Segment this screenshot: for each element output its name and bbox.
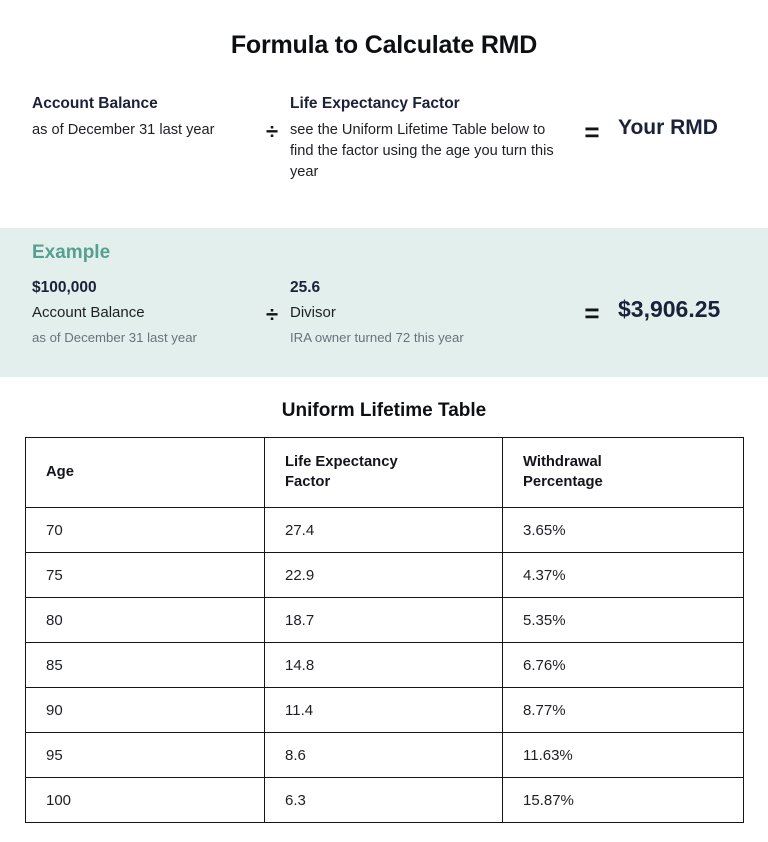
cell-age: 75	[26, 553, 265, 598]
example-heading: Example	[32, 242, 111, 263]
cell-age: 100	[26, 778, 265, 823]
table-row	[26, 778, 744, 823]
uniform-lifetime-table	[25, 437, 744, 823]
cell-withdrawal: 6.76%	[503, 643, 744, 688]
example-divisor-value: 25.6	[290, 278, 321, 296]
equals-icon: =	[584, 117, 600, 148]
table-header-row	[26, 438, 744, 508]
table-row	[26, 733, 744, 778]
table-header	[26, 438, 744, 508]
column-header-life-expectancy-factor-line1: Life Expectancy	[285, 454, 398, 471]
table-row	[26, 688, 744, 733]
formula-term-life-expectancy-factor	[290, 94, 566, 182]
example-term-account-balance	[32, 278, 254, 346]
column-header-withdrawal-percentage-line2: Percentage	[523, 473, 603, 490]
cell-age: 85	[26, 643, 265, 688]
column-header-age-line1: Age	[46, 463, 74, 480]
cell-withdrawal: 4.37%	[503, 553, 744, 598]
equals-icon: =	[584, 297, 600, 328]
formula-term-life-expectancy-factor-desc: see the Uniform Lifetime Table below to find the factor using the age you turn this year	[290, 122, 554, 180]
column-header-withdrawal-percentage-line1: Withdrawal	[523, 454, 602, 471]
cell-factor: 11.4	[265, 688, 503, 733]
formula-term-life-expectancy-factor-title: Life Expectancy Factor	[290, 95, 460, 113]
cell-withdrawal: 3.65%	[503, 508, 744, 553]
table-row	[26, 553, 744, 598]
example-account-balance-note: as of December 31 last year	[32, 329, 197, 345]
page-title: Formula to Calculate RMD	[230, 31, 538, 59]
cell-age: 70	[26, 508, 265, 553]
example-row	[0, 265, 768, 346]
table-title: Uniform Lifetime Table	[281, 400, 487, 421]
division-icon: ÷	[265, 301, 279, 327]
table-row	[26, 598, 744, 643]
example-divisor-note: IRA owner turned 72 this year	[290, 329, 464, 345]
division-icon: ÷	[265, 119, 279, 145]
example-divisor-label: Divisor	[290, 303, 336, 321]
formula-term-account-balance-desc: as of December 31 last year	[32, 122, 215, 139]
column-header-life-expectancy-factor	[265, 438, 503, 508]
table-body	[26, 508, 744, 823]
cell-withdrawal: 8.77%	[503, 688, 744, 733]
formula-result-label: Your RMD	[618, 116, 718, 140]
example-band	[0, 228, 768, 377]
example-account-balance-value: $100,000	[32, 278, 97, 296]
cell-factor: 8.6	[265, 733, 503, 778]
column-header-age	[26, 438, 265, 508]
example-account-balance-label: Account Balance	[32, 303, 145, 321]
column-header-withdrawal-percentage	[503, 438, 744, 508]
cell-factor: 6.3	[265, 778, 503, 823]
formula-term-account-balance-title: Account Balance	[32, 95, 158, 113]
cell-factor: 14.8	[265, 643, 503, 688]
cell-age: 95	[26, 733, 265, 778]
cell-factor: 18.7	[265, 598, 503, 643]
cell-withdrawal: 15.87%	[523, 791, 574, 809]
formula-row	[0, 61, 768, 182]
uniform-lifetime-table-wrapper	[25, 437, 743, 823]
cell-withdrawal: 11.63%	[503, 733, 744, 778]
formula-term-account-balance	[32, 94, 254, 141]
cell-factor: 22.9	[265, 553, 503, 598]
cell-factor: 27.4	[265, 508, 503, 553]
example-result-value: $3,906.25	[618, 295, 721, 322]
table-row	[26, 643, 744, 688]
table-row	[26, 508, 744, 553]
cell-age: 90	[26, 688, 265, 733]
cell-withdrawal: 5.35%	[503, 598, 744, 643]
column-header-life-expectancy-factor-line2: Factor	[285, 473, 331, 490]
example-term-divisor	[290, 278, 566, 346]
cell-age: 80	[26, 598, 265, 643]
